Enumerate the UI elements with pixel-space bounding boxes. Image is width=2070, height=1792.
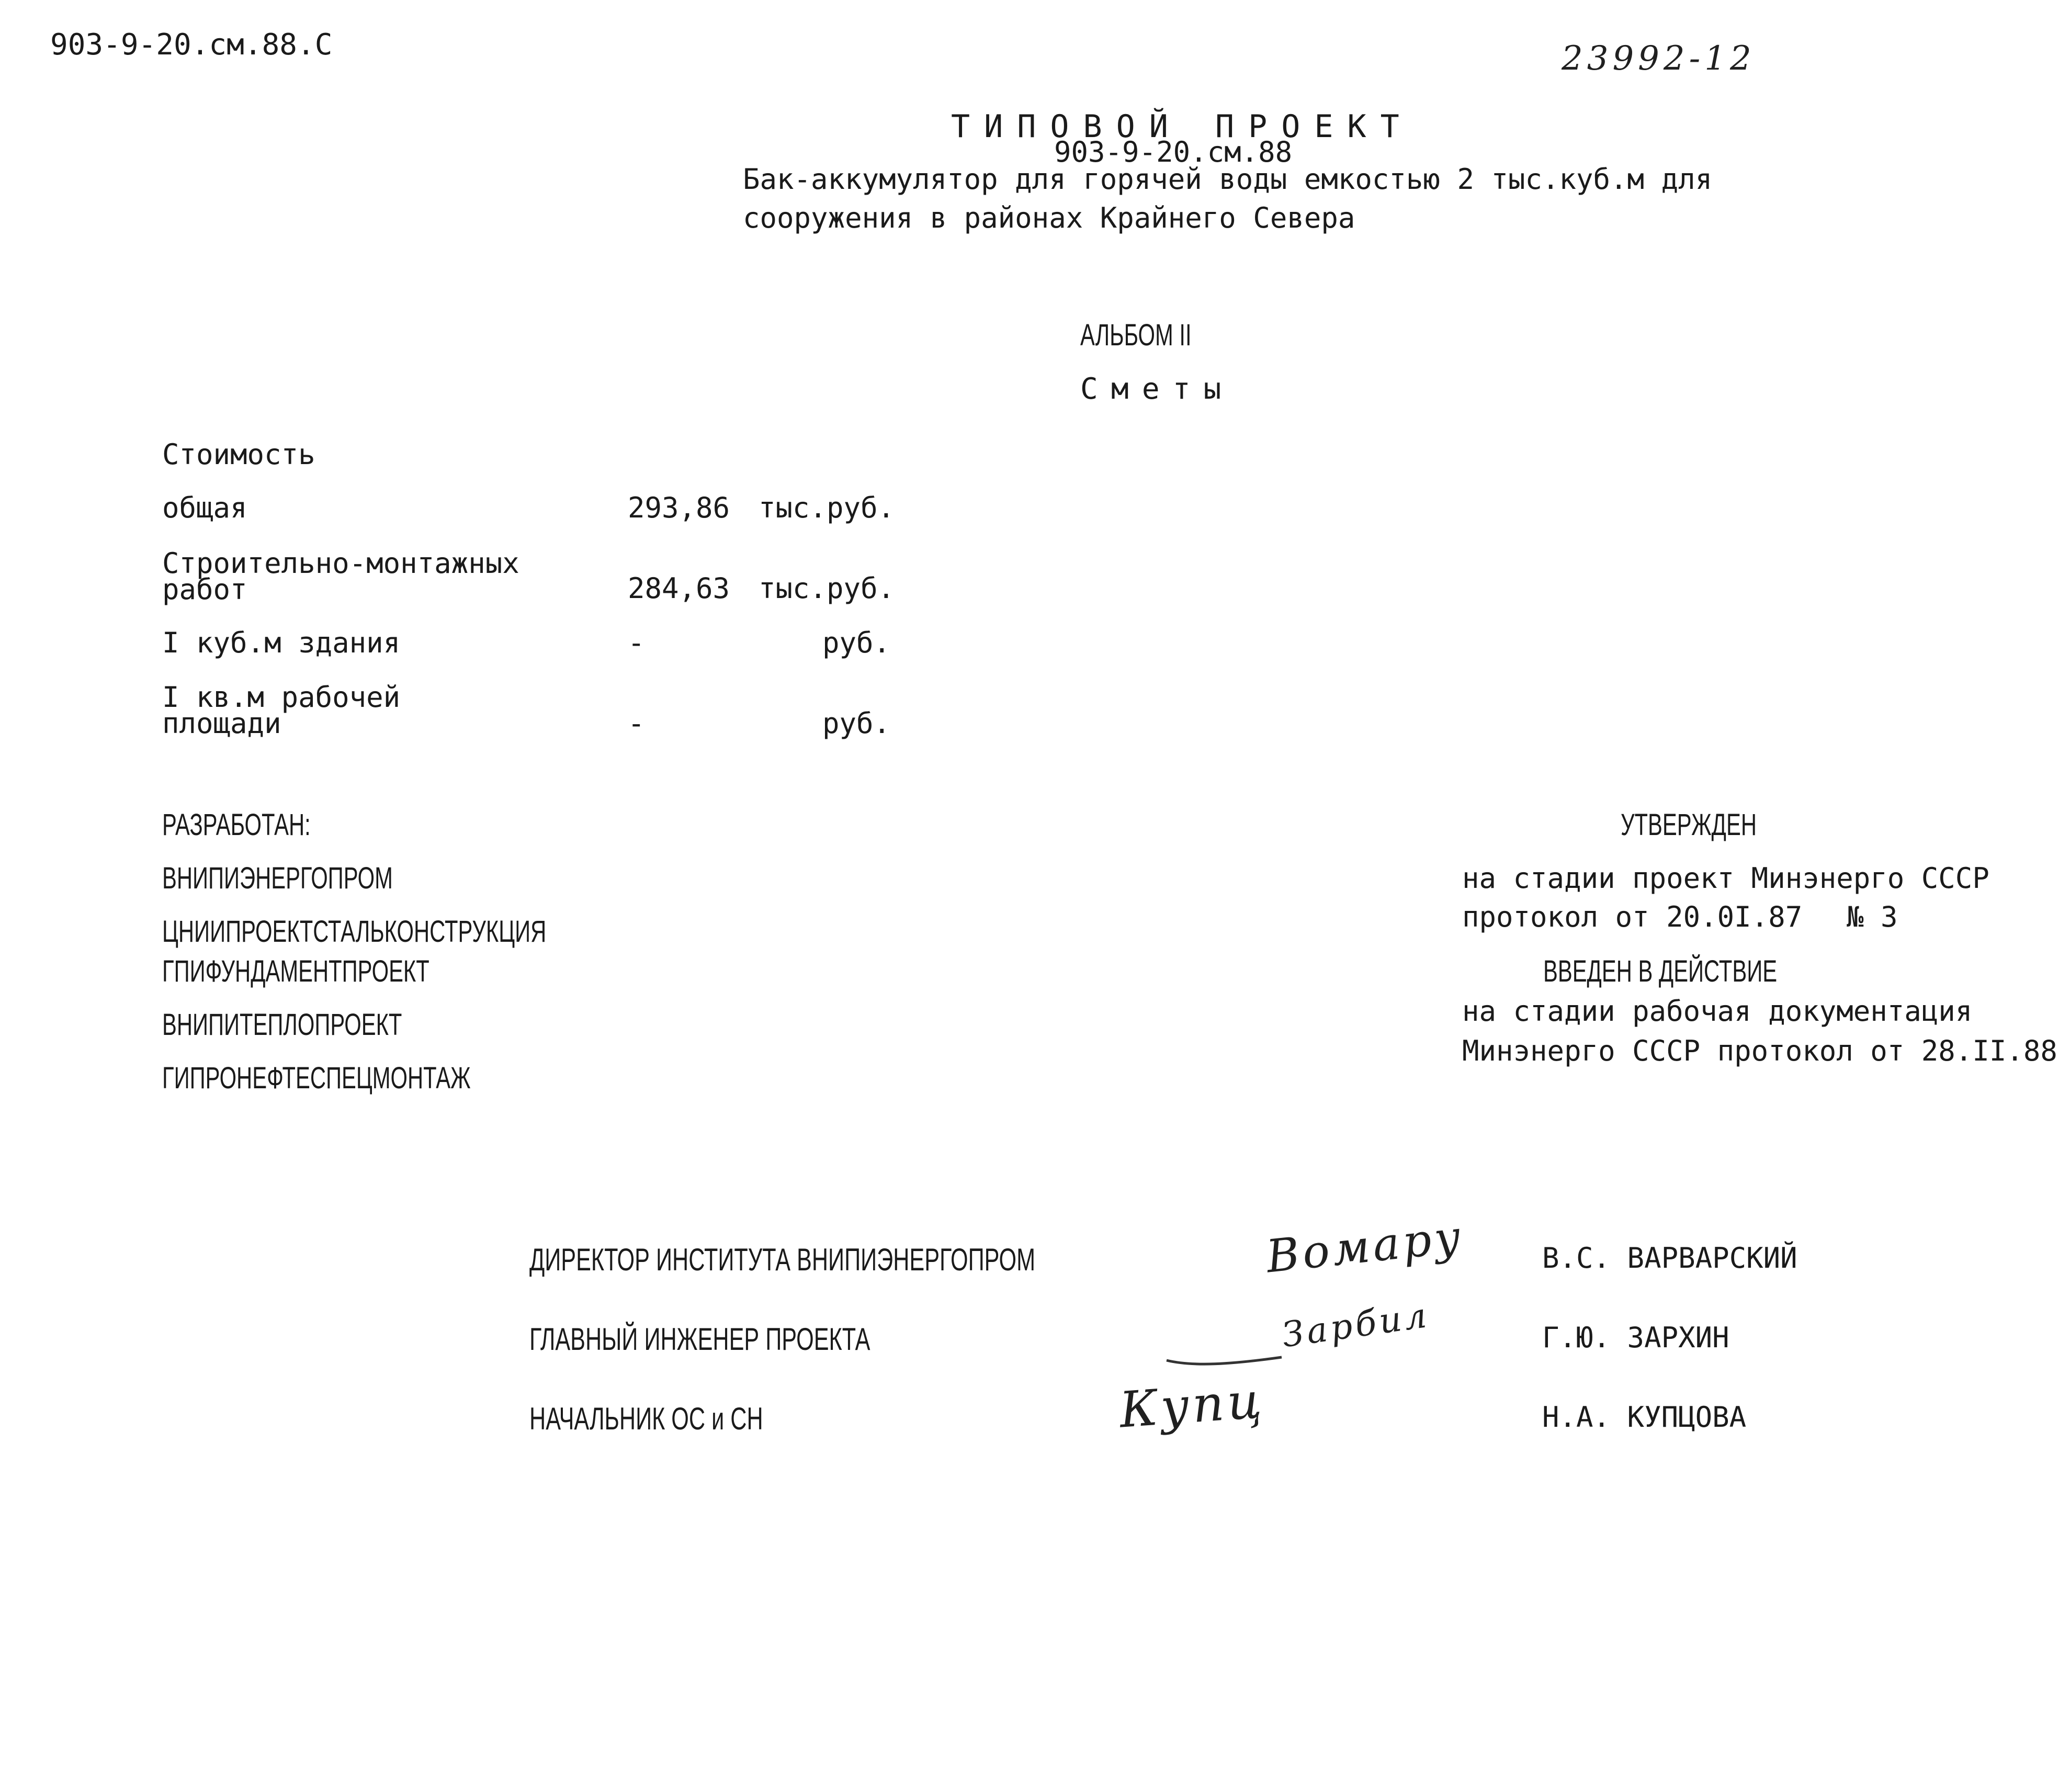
- signatory-position: ГЛАВНЫЙ ИНЖЕНЕР ПРОЕКТА: [529, 1322, 870, 1357]
- album-label: АЛЬБОМ II: [1080, 318, 1192, 352]
- project-number: 903-9-20.см.88: [1054, 136, 1293, 168]
- cost-row-unit: руб.: [822, 626, 891, 659]
- cost-row-value: -: [628, 707, 645, 740]
- project-description-line1: Бак-аккумулятор для горячей воды емкостью 2 тыс.куб.м для: [743, 163, 1713, 196]
- cost-row-value: -: [628, 626, 645, 659]
- inventory-number: 23992-12: [1562, 39, 1756, 78]
- developer-org: ВНИПИЭНЕРГОПРОМ: [162, 861, 393, 895]
- signatory-name: Г.Ю. ЗАРХИН: [1542, 1321, 1729, 1354]
- approved-line: протокол от 20.0I.87: [1462, 900, 1803, 933]
- approved-line: на стадии рабочая документация: [1462, 995, 1973, 1028]
- album-section: Сметы: [1080, 372, 1235, 406]
- project-description-line2: сооружения в районах Крайнего Севера: [743, 201, 1355, 234]
- approved-line: Минэнерго СССР протокол от 28.II.88: [1462, 1034, 2057, 1067]
- signatory-name: В.С. ВАРВАРСКИЙ: [1542, 1242, 1797, 1275]
- approved-line: на стадии проект Минэнерго СССР: [1462, 862, 1989, 895]
- cost-row-value: 284,63: [628, 572, 730, 605]
- signature-stroke: [1161, 1339, 1287, 1376]
- doc-code: 903-9-20.см.88.С: [50, 28, 333, 62]
- handwritten-signature: Купц: [1117, 1372, 1266, 1439]
- cost-row-label: Строительно-монтажных: [162, 547, 519, 580]
- cost-row-unit: тыс.руб.: [759, 491, 895, 524]
- enacted-heading: ВВЕДЕН В ДЕЙСТВИЕ: [1543, 954, 1778, 988]
- approved-heading: УТВЕРЖДЕН: [1621, 808, 1757, 842]
- handwritten-signature: Зарбил: [1279, 1294, 1432, 1356]
- protocol-number: № 3: [1847, 900, 1898, 933]
- developer-org: ВНИПИТЕПЛОПРОЕКТ: [162, 1008, 402, 1042]
- cost-row-label: общая: [162, 491, 247, 524]
- cost-row-value: 293,86: [628, 491, 730, 524]
- cost-row-unit: тыс.руб.: [759, 572, 895, 605]
- cost-row-label: I кв.м рабочей: [162, 681, 401, 714]
- handwritten-signature: Вомару: [1263, 1210, 1466, 1283]
- cost-row-label-cont: площади: [162, 707, 281, 740]
- cost-row-unit: руб.: [822, 707, 891, 740]
- developer-org: ГИПРОНЕФТЕСПЕЦМОНТАЖ: [162, 1061, 471, 1095]
- signatory-name: Н.А. КУПЦОВА: [1542, 1401, 1747, 1434]
- developed-heading: РАЗРАБОТАН:: [162, 808, 311, 842]
- cost-row-label-cont: работ: [162, 573, 247, 606]
- cost-heading: Стоимость: [162, 438, 315, 471]
- developer-org: ЦНИИПРОЕКТСТАЛЬКОНСТРУКЦИЯ: [162, 915, 547, 949]
- developer-org: ГПИФУНДАМЕНТПРОЕКТ: [162, 954, 429, 988]
- cost-row-label: I куб.м здания: [162, 626, 401, 659]
- page-title: ТИПОВОЙ ПРОЕКТ: [951, 108, 1413, 145]
- signatory-position: НАЧАЛЬНИК ОС и СН: [529, 1401, 763, 1436]
- signatory-position: ДИРЕКТОР ИНСТИТУТА ВНИПИЭНЕРГОПРОМ: [529, 1242, 1036, 1277]
